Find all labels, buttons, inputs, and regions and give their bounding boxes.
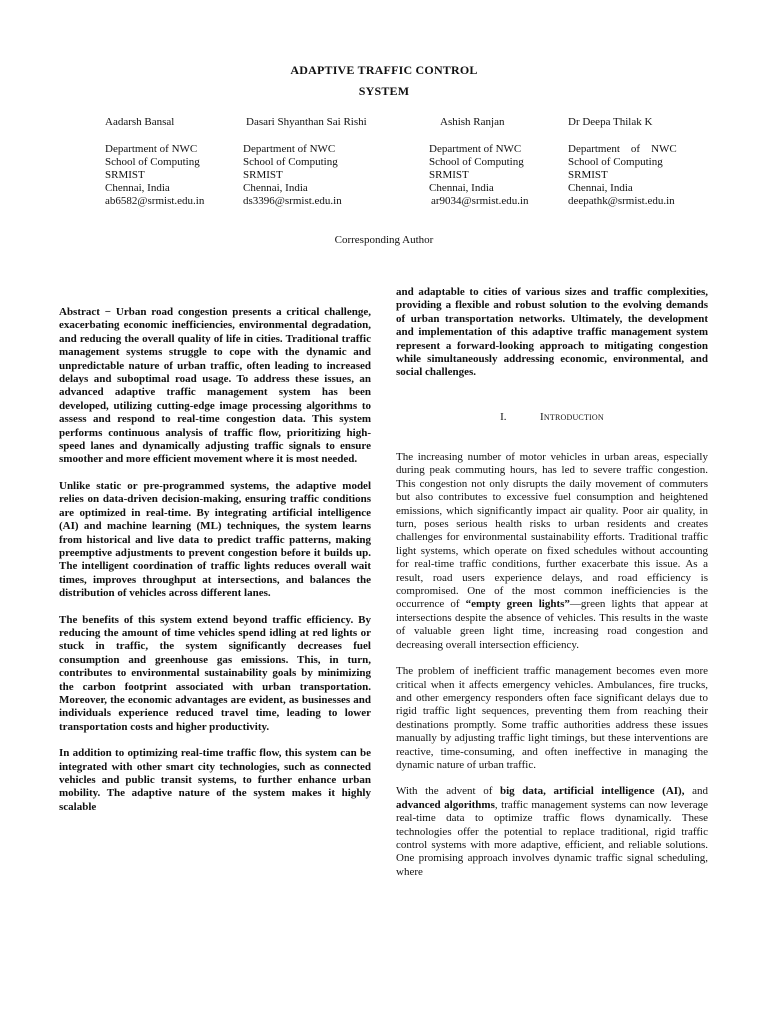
author-name: Dasari Shyanthan Sai Rishi [246, 116, 367, 128]
author-school: School of Computing [105, 156, 200, 168]
author-school: School of Computing [429, 156, 524, 168]
author-name: Ashish Ranjan [440, 116, 505, 128]
author-block-1 [105, 116, 204, 208]
intro-paragraph-1: The increasing number of motor vehicles in urban areas, especially during peak commuting hours, has led to severe traffic congestion. This congestion not only disrupts the daily movement of commuters but also contributes to excessive fuel consumption and heightened emissions, which significantly impact air quality. Poor air quality, in turn, poses serious health risks to urban residents and creates challenges for environmental sustainability efforts. Traditional traffic light systems, which operate on fixed schedules without accounting for real-time traffic conditions, further exacerbate this issue. As a result, road users experience delays, and road efficiency is compromised. One of the most common inefficiencies is the occurrence of “empty green lights”—green lights that appear at intersections despite the absence of vehicles. This results in the waste of valuable green light time, increasing road congestion and decreasing overall intersection efficiency. [396, 451, 708, 651]
author-school: School of Computing [243, 156, 338, 168]
intro-paragraph-3: With the advent of big data, artificial intelligence (AI), and advanced algorithms, traffic management systems can now leverage real-time data to optimize traffic flows dynamically. These technologies offer the potential to replace traditional, rigid traffic control systems with more adaptive, efficient, and reliable solutions. One promising approach involves dynamic traffic signal scheduling, where [396, 785, 708, 878]
author-email[interactable]: ds3396@srmist.edu.in [243, 195, 342, 207]
author-institution: SRMIST [568, 169, 608, 181]
abstract-continuation [396, 286, 708, 380]
author-department: Department of NWC [105, 143, 198, 155]
paper-title-line-1: ADAPTIVE TRAFFIC CONTROL [290, 63, 478, 77]
abstract-paragraph-3: The benefits of this system extend beyond traffic efficiency. By reducing the amount of time vehicles spend idling at red lights or stuck in traffic, the system significantly decreases fuel consumption and greenhouse gas emissions. This, in turn, contributes to environmental sustainability goals by minimizing the carbon footprint associated with urban transportation. Moreover, the economic advantages are evident, as businesses and individuals experience reduced travel time, leading to lower transportation costs and higher productivity. [59, 613, 371, 733]
corresponding-author-note: Corresponding Author [334, 234, 434, 246]
introduction-body [396, 440, 708, 890]
abstract-paragraph-4-continued: and adaptable to cities of various sizes and traffic complexities, providing a flexible and robust solution to the evolving demands of urban transportation networks. Ultimately, the development and implementation of this adaptive traffic management system represent a forward-looking approach to mitigating congestion while simultaneously addressing economic, environmental, and social challenges. [396, 286, 708, 379]
section-title: Introduction [540, 411, 604, 423]
abstract-paragraph-2: Unlike static or pre-programmed systems, the adaptive model relies on data-driven decision-making, ensuring traffic conditions are optimized in real-time. By integrating artificial intelligence (AI) and machine learning (ML) techniques, the system learns from historical and live data to predict traffic patterns, making preemptive adjustments to prevent congestion before it builds up. The intelligent coordination of traffic lights reduces overall wait times, improves throughput at intersections, and balances the distribution of vehicles across different lanes. [59, 479, 371, 600]
author-department: Department of NWC [568, 143, 677, 155]
abstract-column [59, 306, 371, 814]
author-institution: SRMIST [243, 169, 283, 181]
paper-title-line-2: SYSTEM [358, 84, 410, 98]
author-city: Chennai, India [568, 182, 633, 194]
author-city: Chennai, India [243, 182, 308, 194]
abstract-paragraph-4: In addition to optimizing real-time traffic flow, this system can be integrated with other smart city technologies, such as connected vehicles and public transit systems, to further enhance urban mobility. The adaptive nature of the system makes it highly scalable [59, 747, 371, 813]
abstract-paragraph-1: Abstract − Urban road congestion presents a critical challenge, exacerbating economic inefficiencies, environmental degradation, and reducing the overall quality of life in cities. Traditional traffic management systems struggle to cope with the dynamic and unpredictable nature of urban traffic, often leading to increased delays and suboptimal road usage. To address these issues, an advanced adaptive traffic management system has been developed, utilizing cutting-edge image processing algorithms to assess and respond to real-time congestion data. This system performs continuous analysis of traffic flow, prioritizing high-speed lanes and dynamically adjusting traffic signals to ensure smoother and more efficient movement where it is most needed. [59, 306, 371, 466]
author-email[interactable]: ab6582@srmist.edu.in [105, 195, 205, 207]
author-block-2 [243, 116, 367, 208]
author-city: Chennai, India [429, 182, 494, 194]
author-city: Chennai, India [105, 182, 170, 194]
author-block-3 [429, 116, 529, 208]
author-department: Department of NWC [243, 143, 336, 155]
author-department: Department of NWC [429, 143, 522, 155]
author-email[interactable]: ar9034@srmist.edu.in [431, 195, 529, 207]
author-name: Aadarsh Bansal [105, 116, 175, 128]
intro-paragraph-2: The problem of inefficient traffic management becomes even more critical when it affects emergency vehicles. Ambulances, fire trucks, and other emergency responders often face significant delays due to rigid traffic light sequences, preventing them from reaching their destinations promptly. Some traffic authorities address these issues manually by adjusting traffic light timings, but these interventions are reactive, time-consuming, and often ineffective in managing the dynamic nature of urban traffic. [396, 665, 708, 771]
author-name: Dr Deepa Thilak K [568, 116, 653, 128]
section-heading-introduction [396, 411, 708, 423]
section-number: I. [500, 411, 507, 423]
author-email[interactable]: deepathk@srmist.edu.in [568, 195, 675, 207]
author-institution: SRMIST [429, 169, 469, 181]
author-institution: SRMIST [105, 169, 145, 181]
author-school: School of Computing [568, 156, 663, 168]
author-block-4 [568, 116, 677, 208]
